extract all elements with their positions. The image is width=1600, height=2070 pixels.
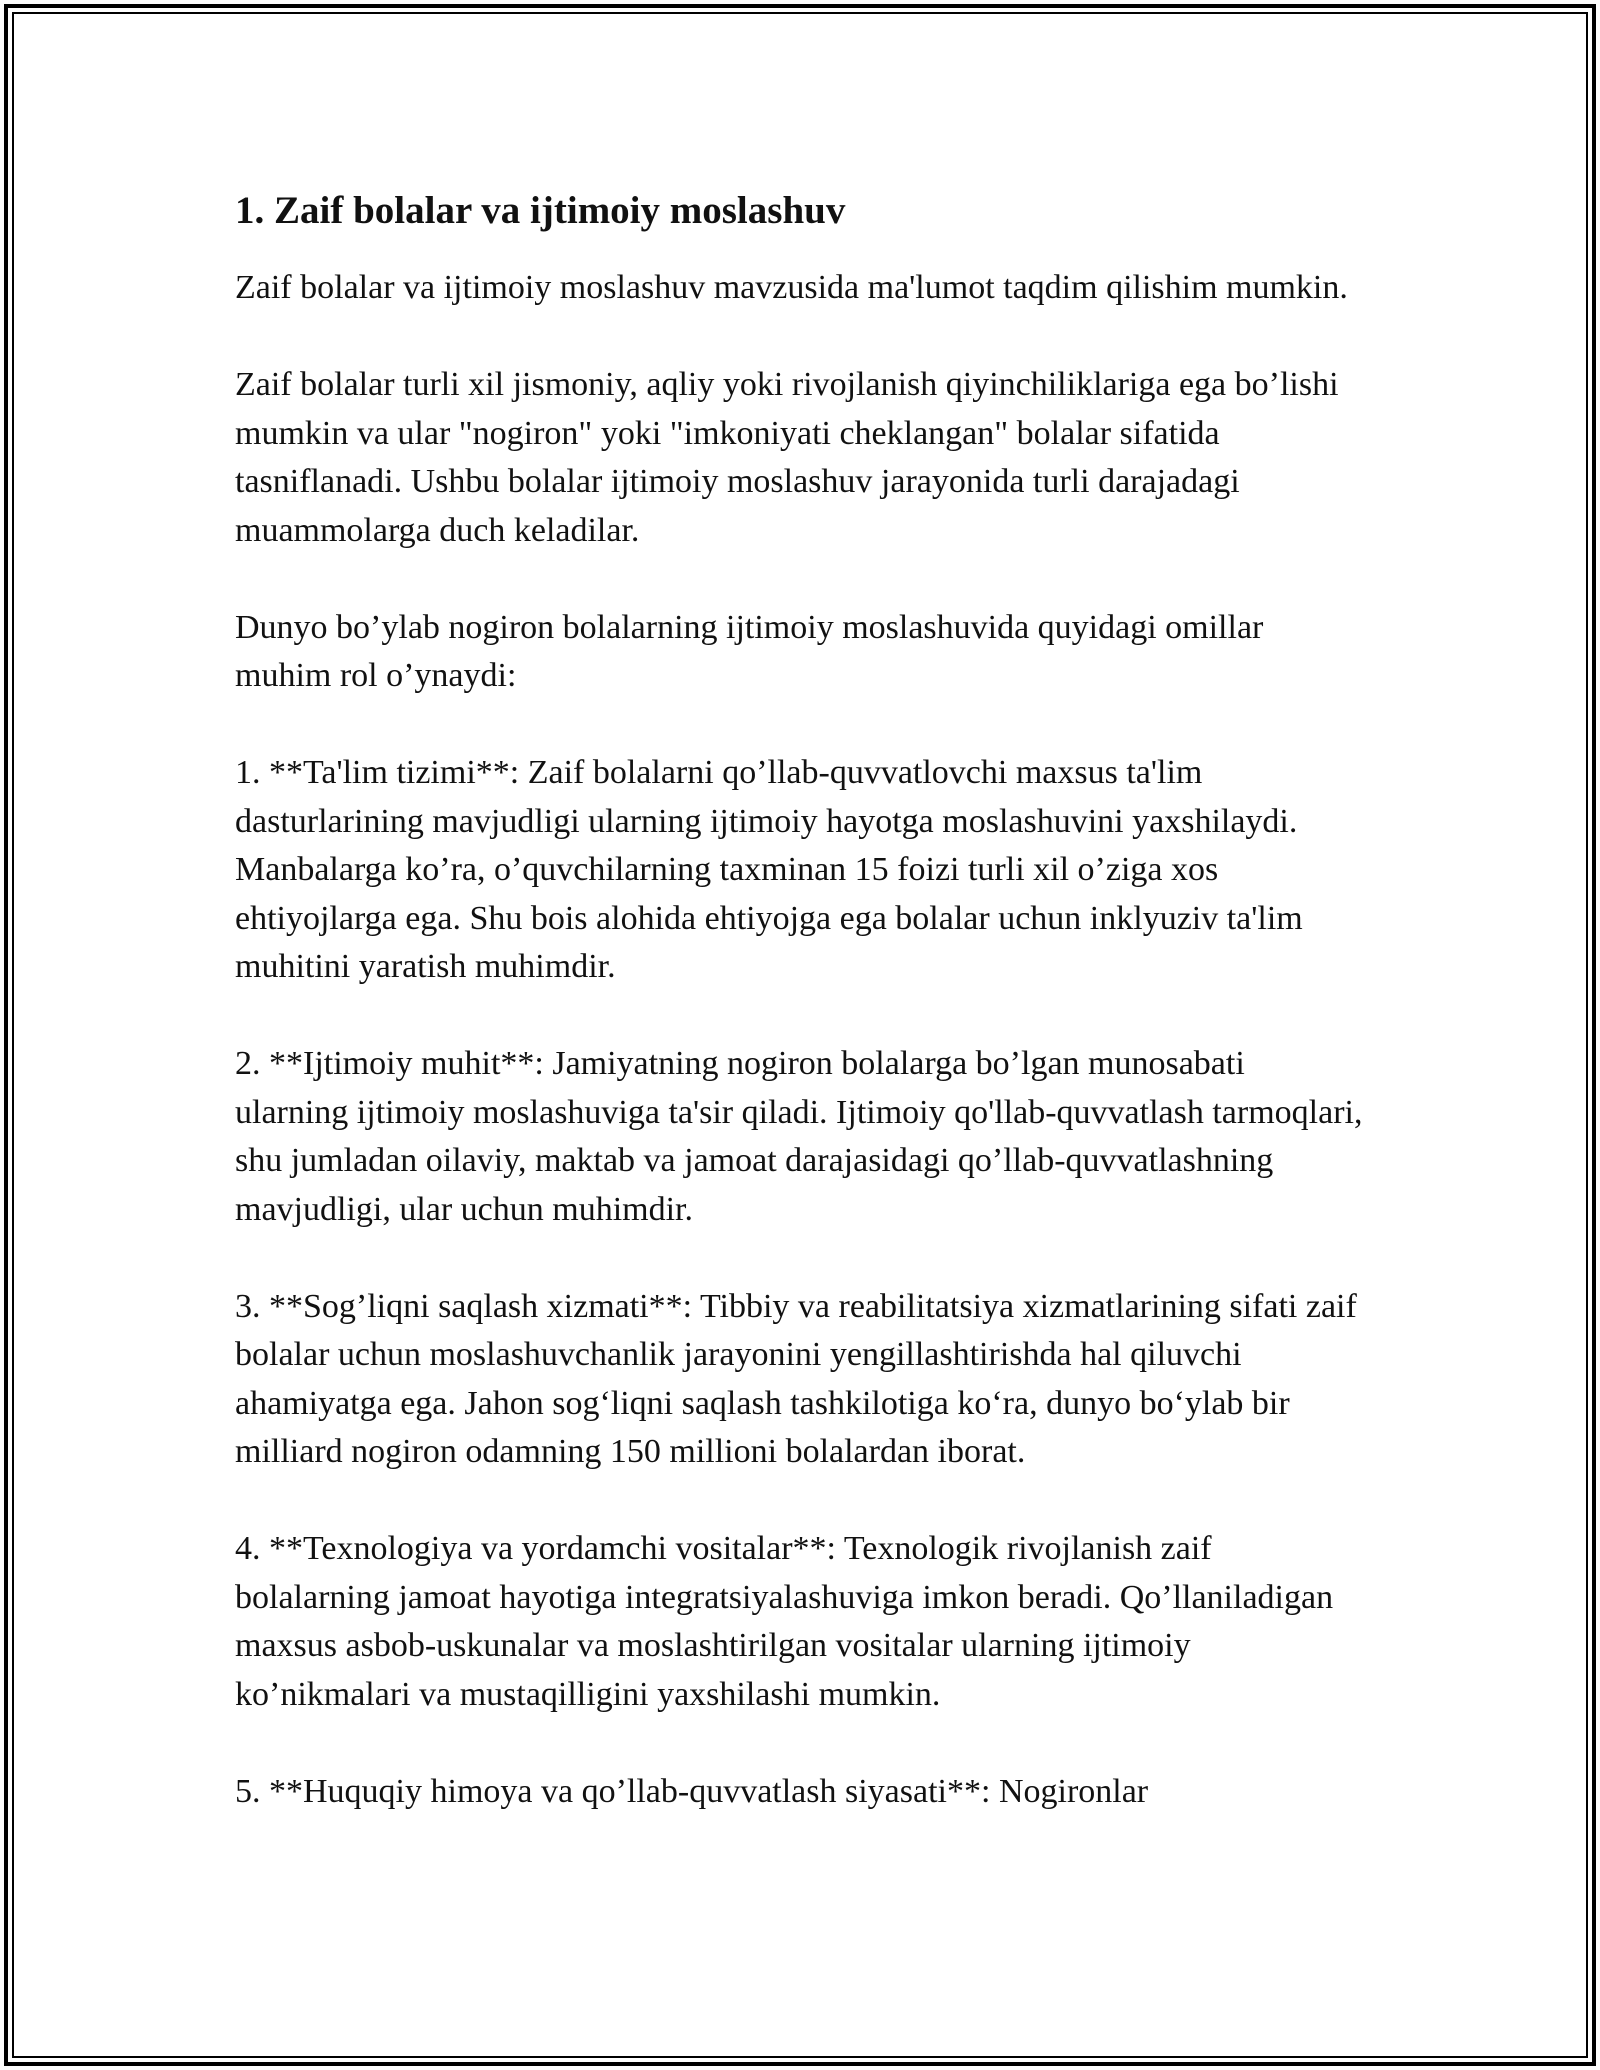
document-title: 1. Zaif bolalar va ijtimoiy moslashuv: [235, 189, 846, 232]
paragraph-intro: Zaif bolalar va ijtimoiy moslashuv mavzusida ma'lumot taqdim qilishim mumkin.: [235, 269, 1348, 306]
paragraph-item-4: 4. **Texnologiya va yordamchi vositalar**: Texnologik rivojlanish zaif bolalarning jamoat hayotiga integratsiyalashuviga imkon beradi. Qo’llaniladigan maxsus asbob-uskunalar va moslashtirilgan vositalar ularning ijtimoiy ko’nikmalari va mustaqilligini yaxshilashi mumkin.: [235, 1530, 1334, 1713]
paragraph-definition: Zaif bolalar turli xil jismoniy, aqliy yoki rivojlanish qiyinchiliklariga ega bo’lishi mumkin va ular "nogiron" yoki "imkoniyati cheklangan" bolalar sifatida tasniflanadi. Ushbu bolalar ijtimoiy moslashuv jarayonida turli darajadagi muammolarga duch keladilar.: [235, 366, 1339, 549]
paragraph-factors-intro: Dunyo bo’ylab nogiron bolalarning ijtimoiy moslashuvida quyidagi omillar muhim rol o’ynaydi:: [235, 608, 1264, 694]
paragraph-item-5: 5. **Huquqiy himoya va qo’llab-quvvatlash siyasati**: Nogironlar: [235, 1772, 1149, 1810]
paragraph-item-1: 1. **Ta'lim tizimi**: Zaif bolalarni qo’llab-quvvatlovchi maxsus ta'lim dasturlarining mavjudligi ularning ijtimoiy hayotga moslashuvini yaxshilaydi. Manbalarga ko’ra, o’quvchilarning taxminan 15 foizi turli xil o’ziga xos ehtiyojlarga ega. Shu bois alohida ehtiyojga ega bolalar uchun inklyuziv ta'lim muhitini yaratish muhimdir.: [235, 754, 1303, 985]
document-body: [235, 186, 1365, 1865]
paragraph-item-3: 3. **Sog’liqni saqlash xizmati**: Tibbiy va reabilitatsiya xizmatlarining sifati zaif bolalar uchun moslashuvchanlik jarayonini yengillashtirishda hal qiluvchi ahamiyatga ega. Jahon sog‘liqni saqlash tashkilotiga ko‘ra, dunyo bo‘ylab bir milliard nogiron odamning 150 millioni bolalardan iborat.: [235, 1287, 1357, 1470]
paragraph-item-2: 2. **Ijtimoiy muhit**: Jamiyatning nogiron bolalarga bo’lgan munosabati ularning ijtimoiy moslashuviga ta'sir qiladi. Ijtimoiy qo'llab-quvvatlash tarmoqlari, shu jumladan oilaviy, maktab va jamoat darajasidagi qo’llab-quvvatlashning mavjudligi, ular uchun muhimdir.: [235, 1045, 1363, 1228]
